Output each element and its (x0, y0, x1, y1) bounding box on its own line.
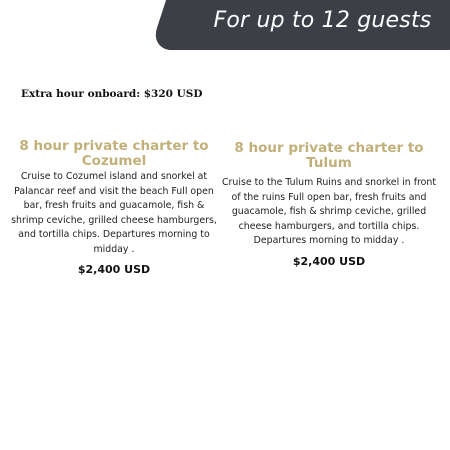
charter-price: $2,400 USD (77, 262, 151, 276)
charter-title: 8 hour private charter to Tulum (234, 140, 424, 171)
charter-card-tulum (222, 141, 436, 268)
extra-hour-price: Extra hour onboard: $320 USD (21, 88, 203, 100)
charter-price: $2,400 USD (292, 254, 366, 268)
charter-title: 8 hour private charter to Cozumel (19, 138, 209, 169)
charter-description: Cruise to Cozumel island and snorkel at Palancar reef and visit the beach Full open bar, fresh fruits and guacamole, fish & shrimp ceviche, grilled cheese hamburgers, and tortilla chips. Departures morning to midday . (11, 171, 217, 255)
charter-card-cozumel (8, 139, 220, 276)
guests-banner-text: For up to 12 guests (213, 8, 432, 33)
charter-description: Cruise to the Tulum Ruins and snorkel in front of the ruins Full open bar, fresh fruits and guacamole, fish & shrimp ceviche, grilled cheese hamburgers, and tortilla chips. Departures morning to midday . (222, 177, 436, 247)
